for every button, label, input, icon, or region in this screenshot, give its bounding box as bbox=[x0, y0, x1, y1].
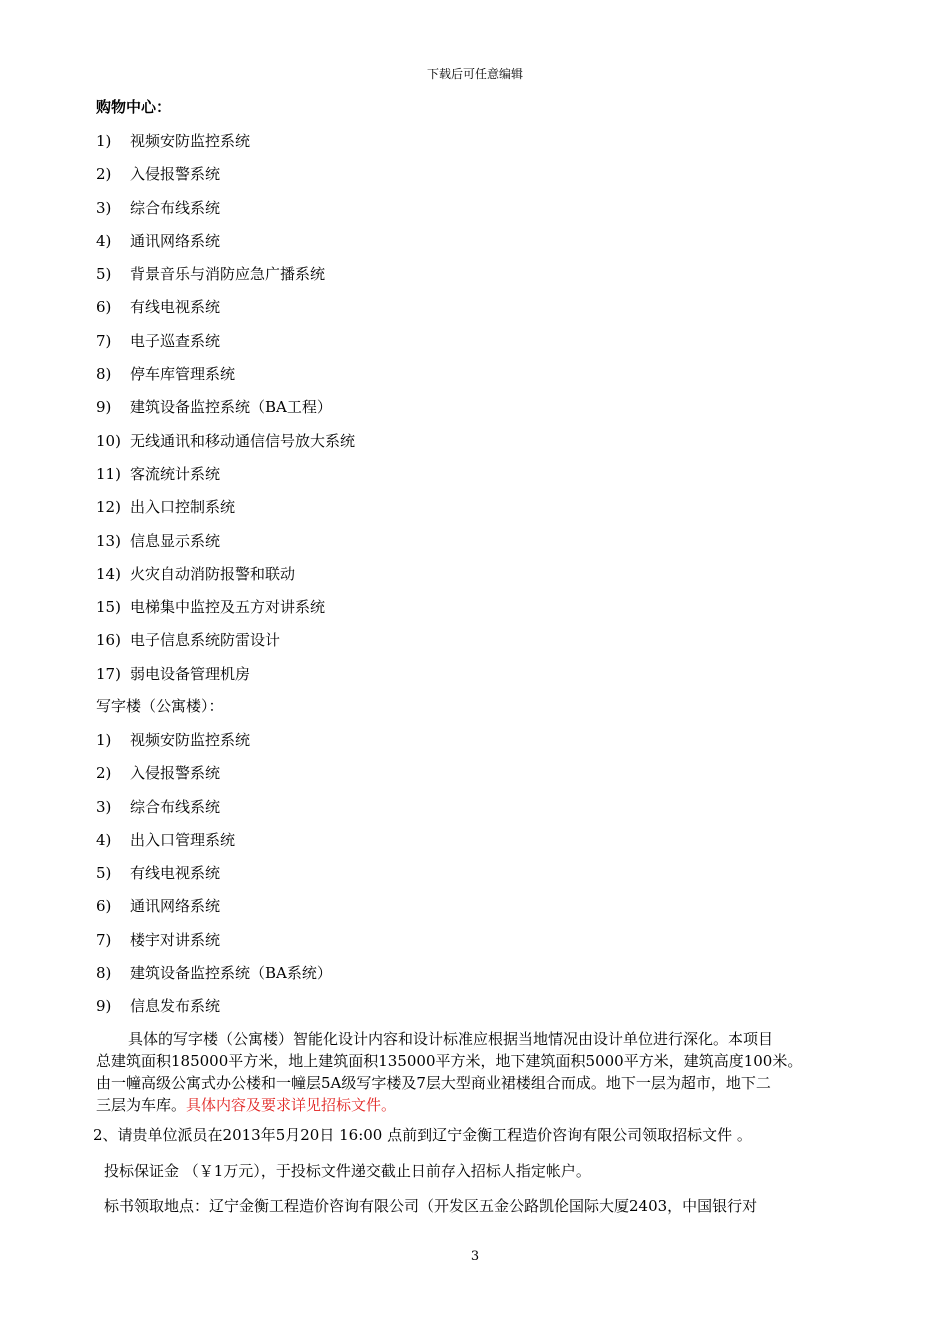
list-item-number: 16) bbox=[96, 631, 121, 650]
list-item-text: 建筑设备监控系统（BA工程） bbox=[130, 398, 332, 417]
list-item-text: 建筑设备监控系统（BA系统） bbox=[130, 964, 332, 983]
list-item-text: 通讯网络系统 bbox=[130, 231, 221, 250]
list-item-text: 无线通讯和移动通信信号放大系统 bbox=[130, 431, 356, 450]
list-item bbox=[96, 531, 355, 564]
list-item bbox=[96, 863, 332, 896]
description-line-4-text: 三层为车库。 bbox=[96, 1096, 187, 1114]
list-item-text: 通讯网络系统 bbox=[130, 897, 221, 916]
list-item-text: 视频安防监控系统 bbox=[130, 132, 251, 150]
list-item bbox=[96, 331, 355, 364]
deposit-line: 投标保证金 （￥1万元），于投标文件递交截止日前存入招标人指定帐户。 bbox=[104, 1162, 591, 1180]
list-item-text: 有线电视系统 bbox=[130, 864, 221, 883]
list-item bbox=[96, 730, 332, 763]
list-item-number: 7) bbox=[96, 331, 112, 350]
list-item-number: 5) bbox=[96, 265, 112, 284]
list-item bbox=[96, 630, 355, 663]
list-item-number: 8) bbox=[96, 365, 112, 384]
description-line-2: 总建筑面积185000平方米，地上建筑面积135000平方米，地下建筑面积5000平方米，建筑高度100米。 bbox=[96, 1052, 803, 1070]
list-item-text: 电子巡查系统 bbox=[130, 331, 221, 350]
list-item-number: 3) bbox=[96, 797, 112, 816]
list-item bbox=[96, 397, 355, 430]
list-item-text: 客流统计系统 bbox=[130, 464, 221, 483]
description-line-1: 具体的写字楼（公寓楼）智能化设计内容和设计标准应根据当地情况由设计单位进行深化。本项目 bbox=[128, 1030, 774, 1048]
list-item bbox=[96, 131, 355, 164]
list-item-number: 10) bbox=[96, 431, 121, 450]
office-building-system-list bbox=[96, 730, 332, 1030]
list-item-number: 2) bbox=[96, 165, 112, 184]
list-item-number: 1) bbox=[96, 731, 112, 749]
list-item bbox=[96, 297, 355, 330]
description-line-4 bbox=[96, 1094, 876, 1116]
list-item bbox=[96, 963, 332, 996]
list-item-number: 9) bbox=[96, 398, 112, 417]
list-item-text: 电子信息系统防雷设计 bbox=[130, 631, 281, 650]
list-item bbox=[96, 830, 332, 863]
list-item bbox=[96, 930, 332, 963]
list-item-text: 火灾自动消防报警和联动 bbox=[130, 564, 296, 583]
list-item-text: 楼宇对讲系统 bbox=[130, 930, 221, 949]
list-item-text: 背景音乐与消防应急广播系统 bbox=[130, 265, 326, 284]
list-item-text: 综合布线系统 bbox=[130, 797, 221, 816]
location-line: 标书领取地点：辽宁金衡工程造价咨询有限公司（开发区五金公路凯伦国际大厦2403，中国银行对 bbox=[104, 1197, 758, 1215]
list-item bbox=[96, 896, 332, 929]
list-item-text: 出入口控制系统 bbox=[130, 498, 236, 517]
list-item-text: 视频安防监控系统 bbox=[130, 731, 251, 749]
list-item-number: 17) bbox=[96, 664, 121, 683]
list-item-number: 9) bbox=[96, 997, 112, 1016]
list-item bbox=[96, 264, 355, 297]
list-item bbox=[96, 198, 355, 231]
list-item bbox=[96, 664, 355, 697]
list-item bbox=[96, 164, 355, 197]
list-item bbox=[96, 364, 355, 397]
list-item bbox=[96, 564, 355, 597]
list-item-text: 电梯集中监控及五方对讲系统 bbox=[130, 598, 326, 617]
list-item bbox=[96, 597, 355, 630]
list-item-text: 停车库管理系统 bbox=[130, 365, 236, 384]
list-item-text: 信息显示系统 bbox=[130, 531, 221, 550]
list-item-number: 3) bbox=[96, 198, 112, 217]
list-item bbox=[96, 497, 355, 530]
section-title-office-building: 写字楼（公寓楼）： bbox=[96, 697, 224, 715]
list-item-text: 有线电视系统 bbox=[130, 298, 221, 317]
list-item-text: 弱电设备管理机房 bbox=[130, 664, 251, 683]
list-item-text: 出入口管理系统 bbox=[130, 830, 236, 849]
list-item-number: 6) bbox=[96, 298, 112, 317]
list-item bbox=[96, 763, 332, 796]
list-item bbox=[96, 231, 355, 264]
section-title-shopping-center: 购物中心： bbox=[96, 98, 172, 116]
description-line-3: 由一幢高级公寓式办公楼和一幢层5A级写字楼及7层大型商业裙楼组合而成。地下一层为超市，地下二 bbox=[96, 1074, 771, 1092]
list-item bbox=[96, 797, 332, 830]
list-item-number: 12) bbox=[96, 498, 121, 517]
list-item bbox=[96, 464, 355, 497]
list-item-number: 8) bbox=[96, 964, 112, 983]
list-item-text: 综合布线系统 bbox=[130, 198, 221, 217]
list-item-number: 15) bbox=[96, 598, 121, 617]
list-item-number: 5) bbox=[96, 864, 112, 883]
list-item-text: 入侵报警系统 bbox=[130, 165, 221, 184]
list-item-number: 4) bbox=[96, 231, 112, 250]
list-item-number: 6) bbox=[96, 897, 112, 916]
list-item-number: 1) bbox=[96, 132, 112, 150]
list-item-number: 13) bbox=[96, 531, 121, 550]
page-header: 下载后可任意编辑 bbox=[426, 67, 523, 81]
list-item-number: 4) bbox=[96, 830, 112, 849]
list-item-text: 入侵报警系统 bbox=[130, 764, 221, 783]
list-item bbox=[96, 431, 355, 464]
notice-line: 2、请贵单位派员在2013年5月20日 16:00 点前到辽宁金衡工程造价咨询有限公司领取招标文件 。 bbox=[93, 1126, 752, 1144]
page-number: 3 bbox=[470, 1249, 480, 1264]
list-item-text: 信息发布系统 bbox=[130, 997, 221, 1016]
list-item-number: 11) bbox=[96, 464, 121, 483]
list-item-number: 7) bbox=[96, 930, 112, 949]
list-item-number: 2) bbox=[96, 764, 112, 783]
list-item bbox=[96, 996, 332, 1029]
description-highlight: 具体内容及要求详见招标文件。 bbox=[186, 1096, 397, 1114]
list-item-number: 14) bbox=[96, 564, 121, 583]
shopping-center-system-list bbox=[96, 131, 355, 697]
